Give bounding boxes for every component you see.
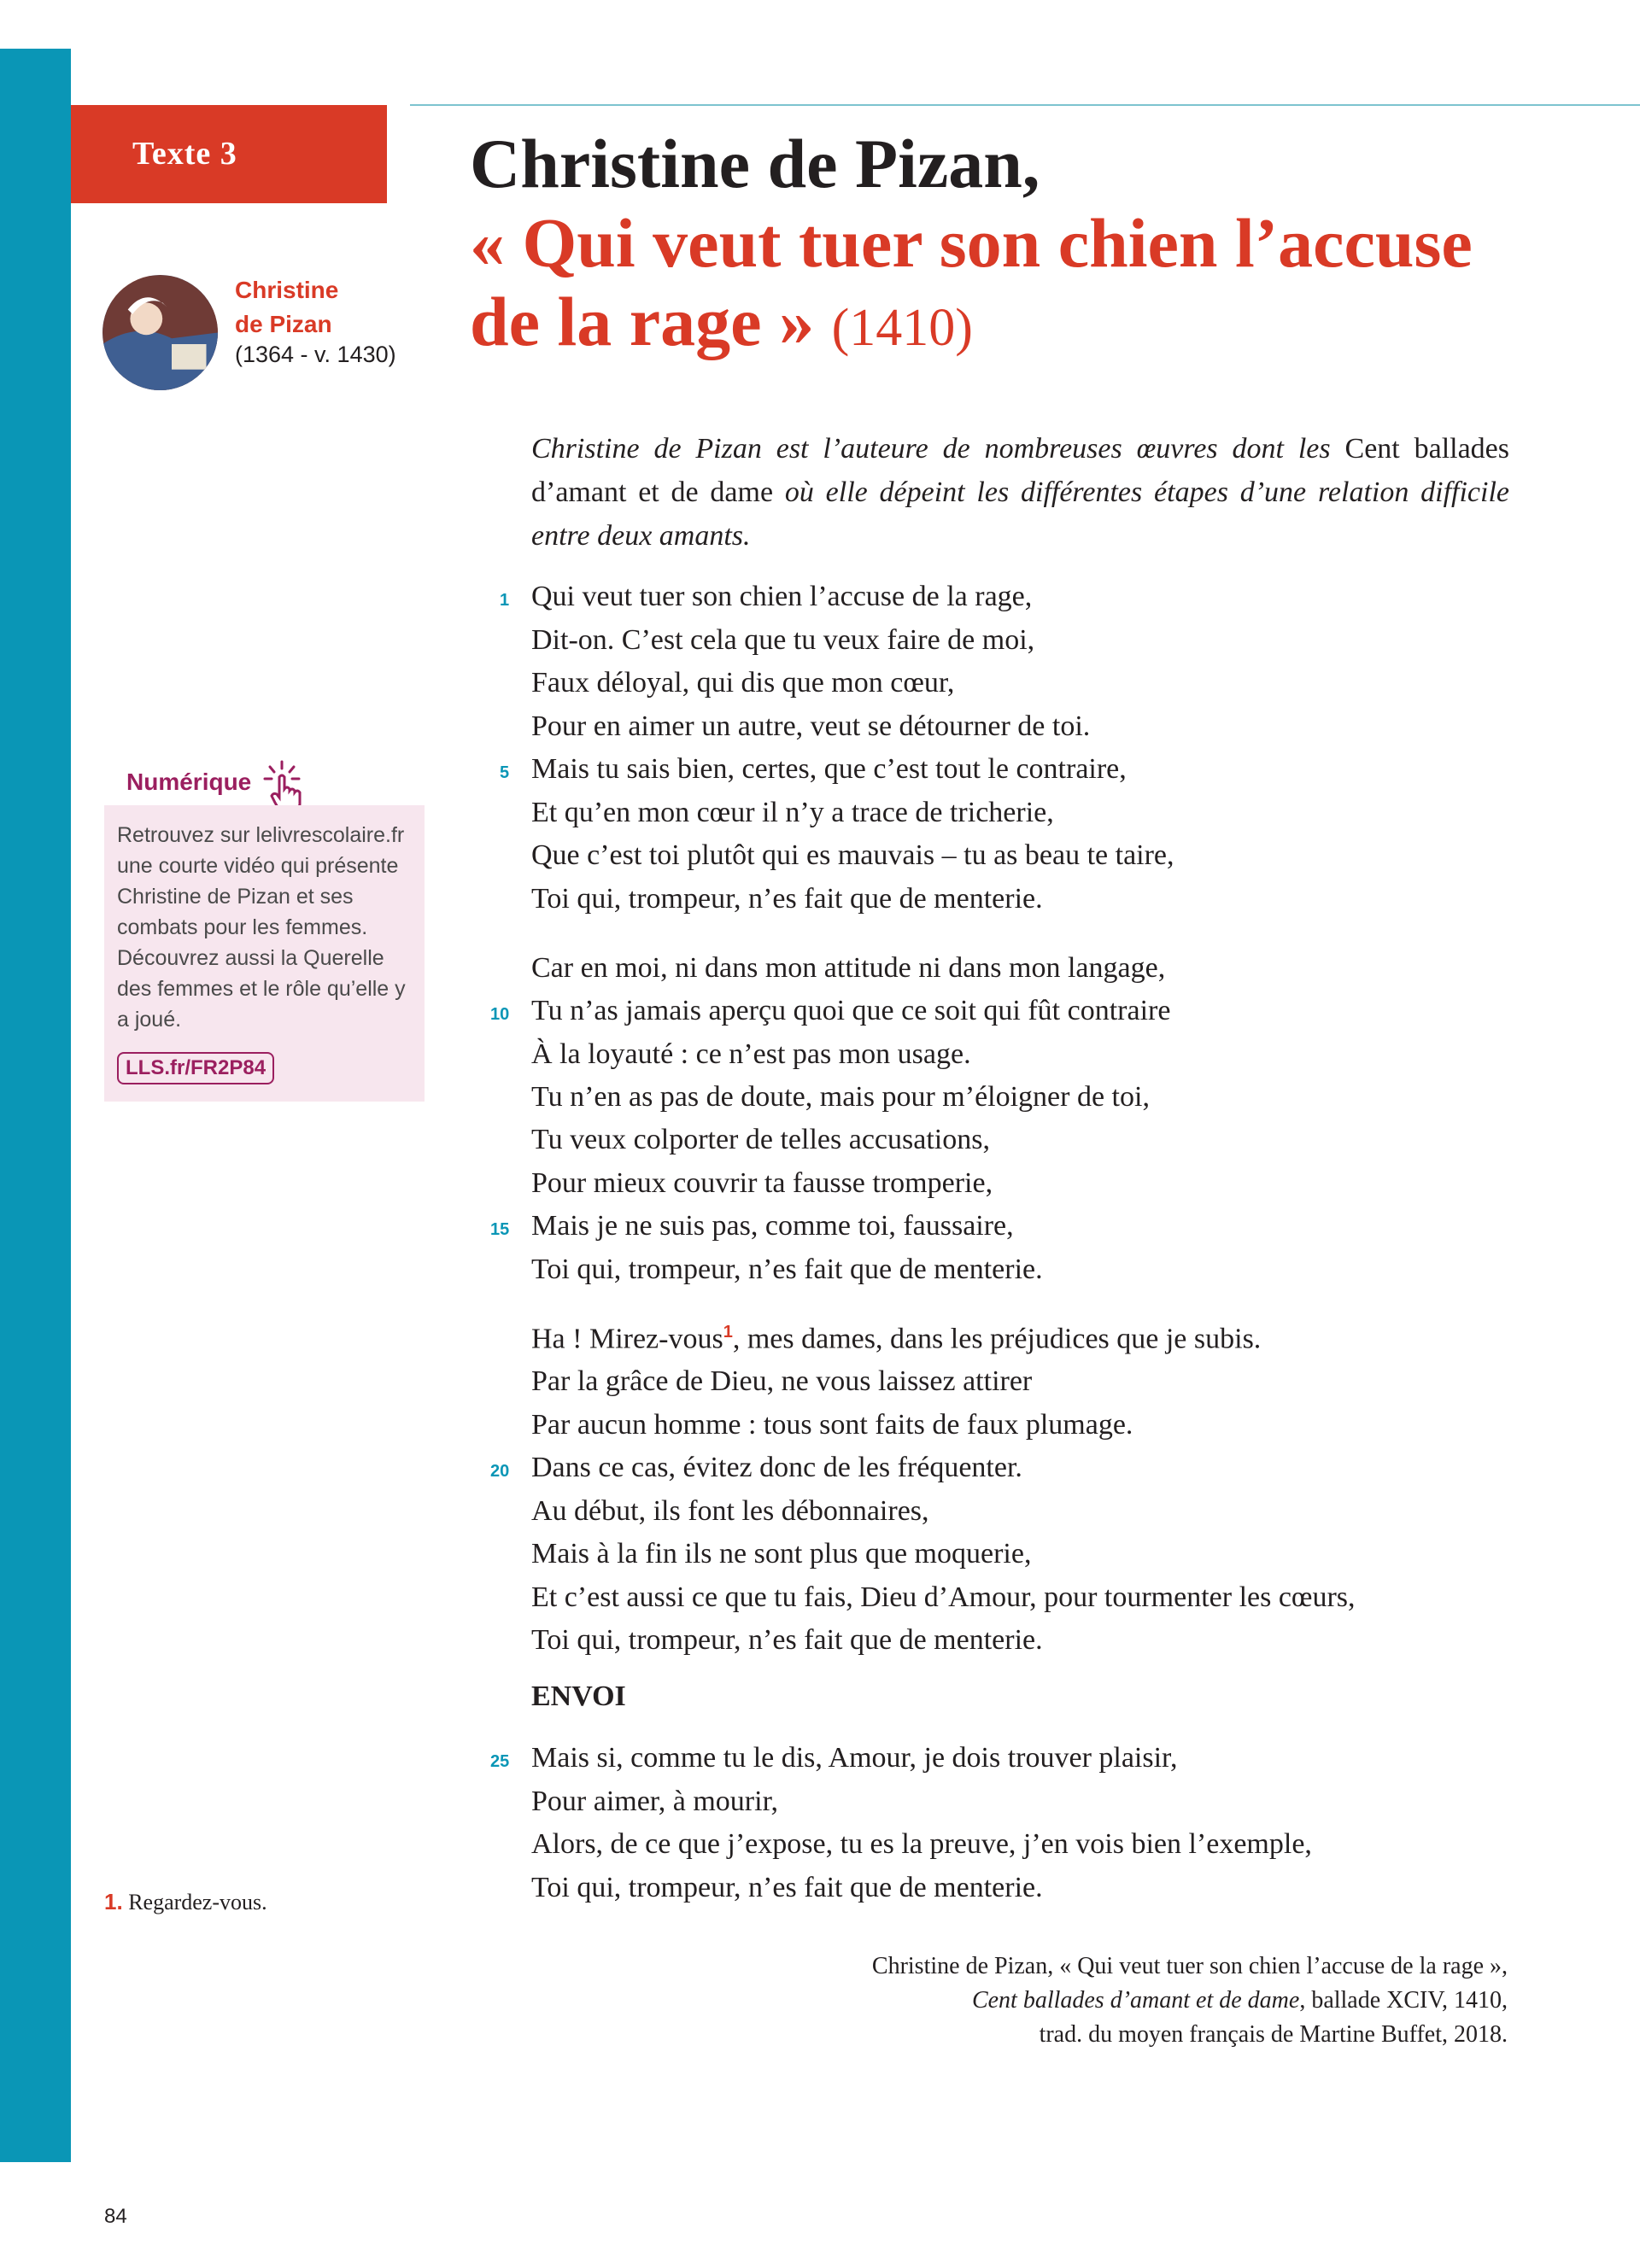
source-work-title: Cent ballades d’amant et de dame [971,1987,1300,2014]
source-citation [598,1949,1508,2052]
poem-line [531,797,1054,829]
author-portrait [102,275,218,390]
title-author: Christine de Pizan, [470,125,1040,202]
portrait-illustration [102,275,218,390]
poem-line-text: Mais si, comme tu le dis, Amour, je dois trouver plaisir, [531,1742,1178,1774]
title-work-line2 [470,282,973,362]
side-color-bar [0,49,71,2162]
poem-line-text: Tu n’en as pas de doute, mais pour m’éloigner de toi, [531,1081,1150,1113]
poem-line-text: Faux déloyal, qui dis que mon cœur, [531,667,955,699]
poem-line [531,1167,993,1200]
poem-line [531,710,1090,743]
intro-paragraph [531,427,1509,558]
poem-line-text: Toi qui, trompeur, n’es fait que de menterie. [531,1254,1043,1285]
poem-line [531,624,1034,657]
source-line2 [598,1984,1508,2018]
line-number: 25 [490,1752,510,1771]
poem-line-text-rest: , mes dames, dans les préjudices que je subis. [732,1323,1262,1355]
poem-line [531,995,1170,1027]
poem-line [531,1081,1150,1114]
poem-line [531,1828,1312,1861]
poem-line [531,839,1174,872]
poem-line-text: Car en moi, ni dans mon attitude ni dans mon langage, [531,952,1166,984]
poem-line-text: À la loyauté : ce n’est pas mon usage. [531,1038,971,1070]
title-work-line1: « Qui veut tuer son chien l’accuse [470,204,1473,282]
line-number: 1 [500,591,510,610]
poem-line-text: Toi qui, trompeur, n’es fait que de menterie. [531,1872,1043,1903]
source-line1: Christine de Pizan, « Qui veut tuer son chien l’accuse de la rage », [871,1953,1508,1979]
poem-line [531,1452,1022,1484]
author-name-line1: Christine [235,277,339,303]
poem-line-text: Dit-on. C’est cela que tu veux faire de moi, [531,624,1035,656]
footnote-ref: 1 [723,1323,733,1342]
poem-line [531,1124,990,1156]
intro-work-title: Cent ballades d’amant et de dame [531,433,1509,508]
title-work-line2-text: de la rage » [470,283,815,360]
poem-line [531,1210,1014,1242]
poem-line [531,1872,1043,1904]
poem-line-text: Par aucun homme : tous sont faits de faux plumage. [531,1409,1133,1441]
source-line2-rest: , ballade XCIV, 1410, [1299,1987,1508,2014]
footnote [104,1889,267,1915]
poem-line-text: Au début, ils font les débonnaires, [531,1495,929,1527]
text-tag: Texte 3 [71,105,387,203]
source-line3: trad. du moyen français de Martine Buffet, 2018. [1039,2021,1508,2048]
poem-line [531,1254,1043,1286]
poem-line [531,1624,1043,1657]
poem-line [531,883,1043,915]
poem-line-text: Pour aimer, à mourir, [531,1786,779,1817]
poem-line-text: Et c’est aussi ce que tu fais, Dieu d’Amour, pour tourmenter les cœurs, [531,1581,1356,1613]
poem-line-text: Dans ce cas, évitez donc de les fréquenter. [531,1452,1022,1483]
author-name-line2: de Pizan [235,311,332,337]
footnote-text: Regardez-vous. [128,1890,267,1914]
author-dates: (1364 - v. 1430) [235,342,396,367]
poem-line-text: Par la grâce de Dieu, ne vous laissez attirer [531,1365,1033,1397]
line-number: 20 [490,1462,510,1481]
poem-line [531,667,954,699]
line-number: 15 [490,1220,510,1239]
numerique-text: Retrouvez sur lelivrescolaire.fr une courte vidéo qui présente Christine de Pizan et ses combats pour les femmes. Découvrez aussi la Querelle des femmes et le rôle qu’elle y a joué. [117,823,406,1032]
poem-line-text: Tu veux colporter de telles accusations, [531,1124,990,1155]
poem-line [531,1365,1032,1398]
poem-line [531,952,1165,985]
line-number: 5 [500,763,510,782]
poem-line [531,581,1032,613]
title-year: (1410) [831,299,973,357]
poem-line-text: Qui veut tuer son chien l’accuse de la rage, [531,581,1033,612]
page-number: 84 [104,2205,127,2228]
numerique-label: Numérique [126,769,252,795]
poem-line [531,1581,1356,1614]
poem-line [531,753,1127,786]
header-rule [410,104,1640,106]
poem-line [531,1538,1031,1570]
poem-line-text: Toi qui, trompeur, n’es fait que de menterie. [531,1624,1043,1656]
poem-line-text: Ha ! Mirez-vous [531,1323,723,1355]
poem-line-text: Tu n’as jamais aperçu quoi que ce soit qui fût contraire [531,995,1171,1026]
envoi-heading: ENVOI [531,1681,626,1712]
line-number: 10 [490,1005,510,1024]
poem-line-text: Pour mieux couvrir ta fausse tromperie, [531,1167,993,1199]
poem-line-text: Mais tu sais bien, certes, que c’est tout le contraire, [531,753,1127,785]
poem-line-text: Que c’est toi plutôt qui es mauvais – tu as beau te taire, [531,839,1174,871]
poem-line-text: Pour en aimer un autre, veut se détourner de toi. [531,710,1091,742]
poem-line-text: Et qu’en mon cœur il n’y a trace de tricherie, [531,797,1054,828]
numerique-link[interactable]: LLS.fr/FR2P84 [117,1052,274,1084]
poem-line-text: Mais je ne suis pas, comme toi, faussaire, [531,1210,1014,1242]
author-name [235,273,406,342]
intro-part3: où elle dépeint les différentes étapes d’une relation difficile entre deux amants. [531,476,1509,552]
footnote-number: 1. [104,1889,123,1914]
poem-line-text: Alors, de ce que j’expose, tu es la preuve, j’en vois bien l’exemple, [531,1828,1312,1860]
poem-line-text: Toi qui, trompeur, n’es fait que de menterie. [531,883,1043,915]
poem-line [531,1742,1178,1774]
poem-line-text: Mais à la fin ils ne sont plus que moquerie, [531,1538,1032,1569]
poem-line [531,1786,778,1818]
poem-line [531,1038,971,1071]
poem-line [531,1323,1261,1355]
intro-part1: Christine de Pizan est l’auteure de nombreuses œuvres dont les [531,433,1331,465]
poem-line [531,1495,929,1528]
poem-line [531,1409,1133,1441]
